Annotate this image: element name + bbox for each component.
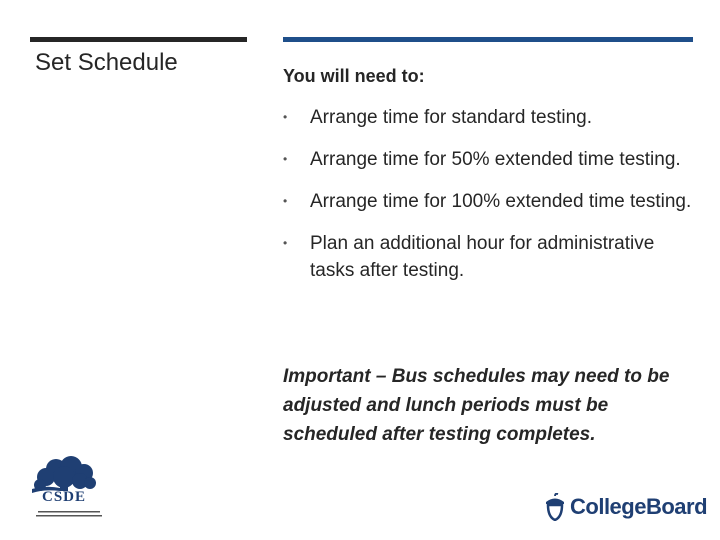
lead-text: You will need to: xyxy=(283,66,425,86)
bullet-text: Arrange time for 100% extended time testing. xyxy=(310,191,692,212)
content-accent-bar xyxy=(283,37,693,42)
acorn-icon xyxy=(543,493,567,521)
bullet-text: Arrange time for standard testing. xyxy=(310,107,592,128)
bullet-icon: • xyxy=(283,236,288,250)
bullet-icon: • xyxy=(283,194,288,208)
college-board-logo xyxy=(543,492,707,522)
title-underline-bar xyxy=(30,37,247,42)
bullet-list xyxy=(283,104,693,299)
bullet-icon: • xyxy=(283,110,288,124)
bullet-text: Arrange time for 50% extended time testing. xyxy=(310,149,681,170)
bullet-icon: • xyxy=(283,152,288,166)
college-board-logo-text: CollegeBoard xyxy=(570,494,708,519)
csde-subtitle-lines xyxy=(36,510,102,520)
important-note: Important – Bus schedules may need to be adjusted and lunch periods must be scheduled after testing completes. xyxy=(283,366,670,445)
list-item xyxy=(283,230,693,284)
list-item xyxy=(283,188,693,215)
list-item xyxy=(283,146,693,173)
csde-logo-text: CSDE xyxy=(41,489,86,505)
bullet-text: Plan an additional hour for administrative tasks after testing. xyxy=(310,233,655,281)
list-item xyxy=(283,104,693,131)
slide-title: Set Schedule xyxy=(35,49,178,76)
